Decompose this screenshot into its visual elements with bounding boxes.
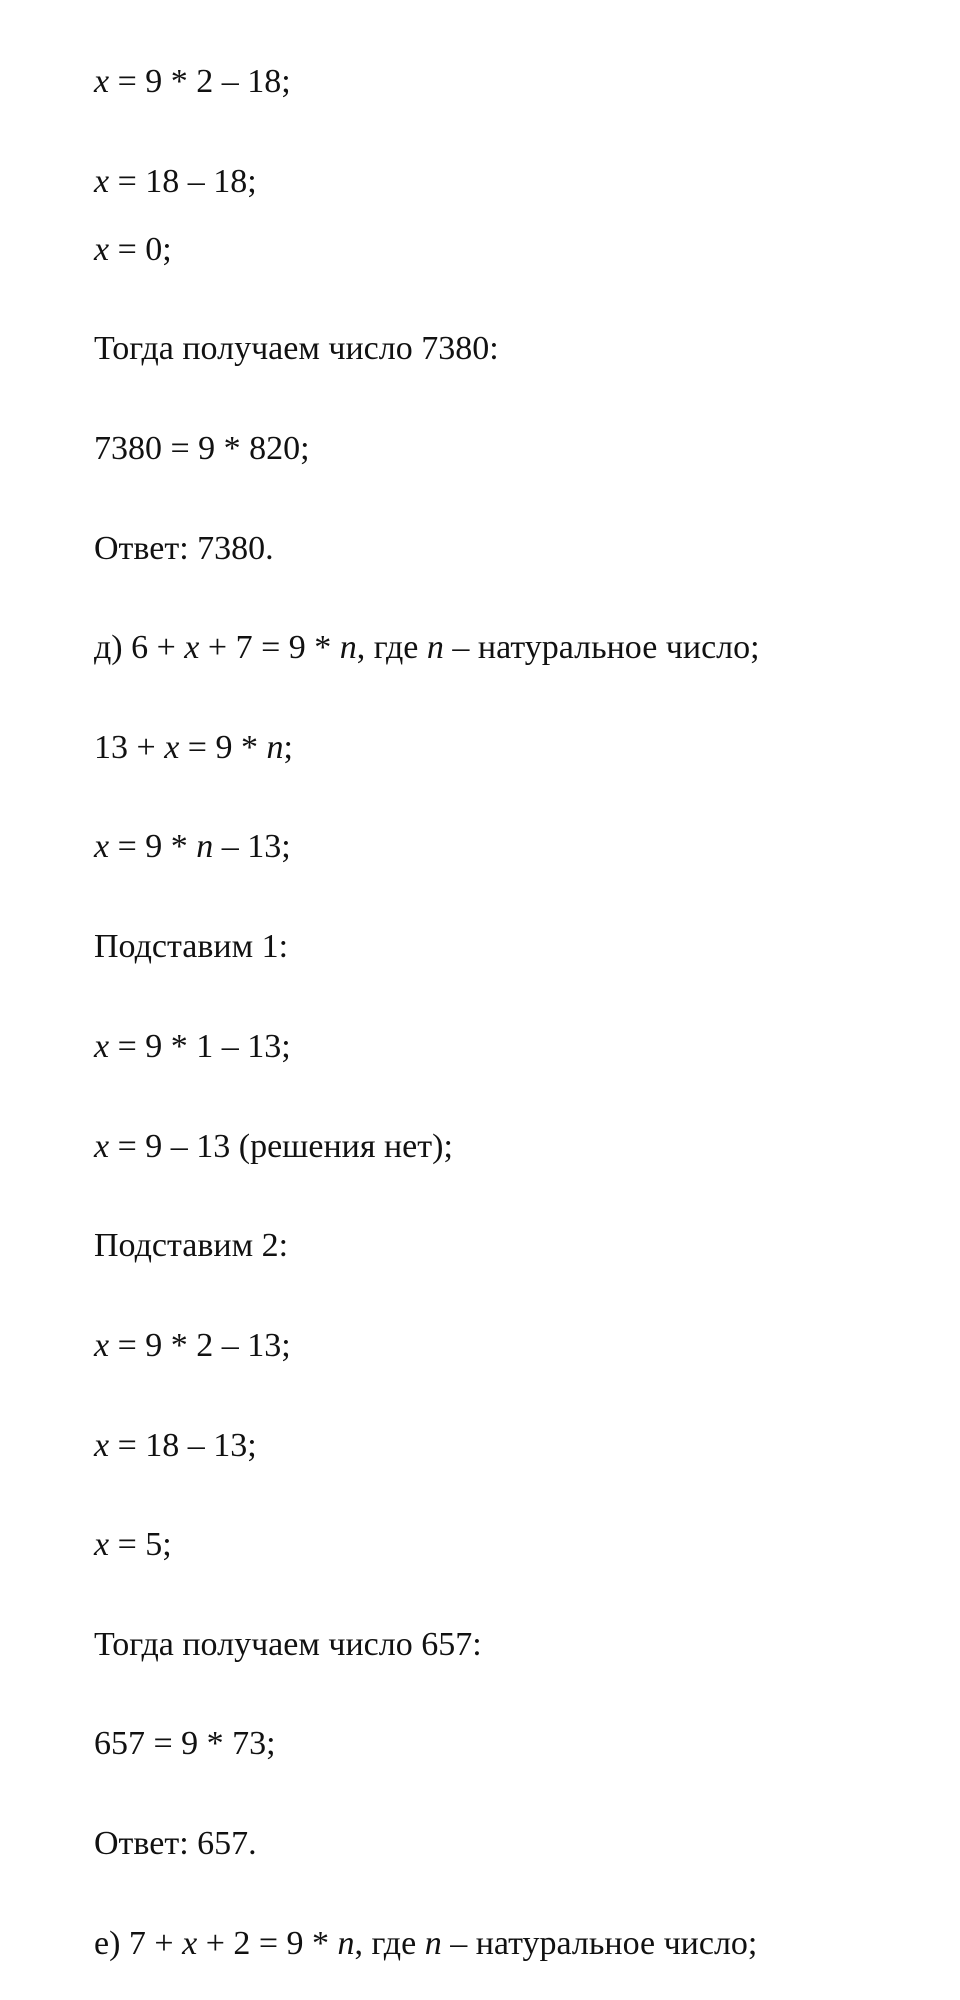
text-line: Подставим 2: (94, 1227, 289, 1264)
math-variable: x (94, 1526, 110, 1563)
equation-line: 657 = 9 * 73; (94, 1725, 276, 1762)
equation-line: x = 9 * 1 – 13; (94, 1028, 291, 1065)
equation-line: x = 5; (94, 1526, 172, 1563)
math-variable: x (184, 629, 200, 666)
math-variable: x (94, 163, 110, 200)
equation-line: 13 + x = 9 * n; (94, 729, 293, 766)
text-line: Подставим 1: (94, 928, 289, 965)
equation-line: x = 9 – 13 (решения нет); (94, 1128, 453, 1165)
answer-line: Ответ: 657. (94, 1825, 257, 1862)
math-variable: n (196, 828, 214, 865)
math-variable: x (94, 1028, 110, 1065)
math-variable: x (94, 1128, 110, 1165)
math-variable: n (339, 629, 357, 666)
math-variable: x (94, 63, 110, 100)
equation-line: x = 9 * 2 – 13; (94, 1327, 291, 1364)
math-variable: x (94, 231, 110, 268)
math-variable: n (266, 729, 284, 766)
math-variable: n (424, 1925, 442, 1962)
math-variable: n (337, 1925, 355, 1962)
math-variable: x (94, 828, 110, 865)
math-variable: x (164, 729, 180, 766)
equation-line: x = 0; (94, 231, 172, 268)
equation-line: 7380 = 9 * 820; (94, 430, 310, 467)
text-line: Тогда получаем число 7380: (94, 330, 499, 367)
problem-heading: д) 6 + x + 7 = 9 * n, где n – натуральное число; (94, 629, 760, 666)
equation-line: x = 9 * n – 13; (94, 828, 291, 865)
answer-line: Ответ: 7380. (94, 530, 274, 567)
equation-line: x = 18 – 13; (94, 1427, 257, 1464)
equation-line: x = 9 * 2 – 18; (94, 63, 291, 100)
math-variable: x (94, 1327, 110, 1364)
equation-line: x = 18 – 18; (94, 163, 257, 200)
math-variable: x (182, 1925, 198, 1962)
text-line: Тогда получаем число 657: (94, 1626, 482, 1663)
math-variable: x (94, 1427, 110, 1464)
problem-heading: е) 7 + x + 2 = 9 * n, где n – натуральное число; (94, 1925, 758, 1962)
math-variable: n (426, 629, 444, 666)
